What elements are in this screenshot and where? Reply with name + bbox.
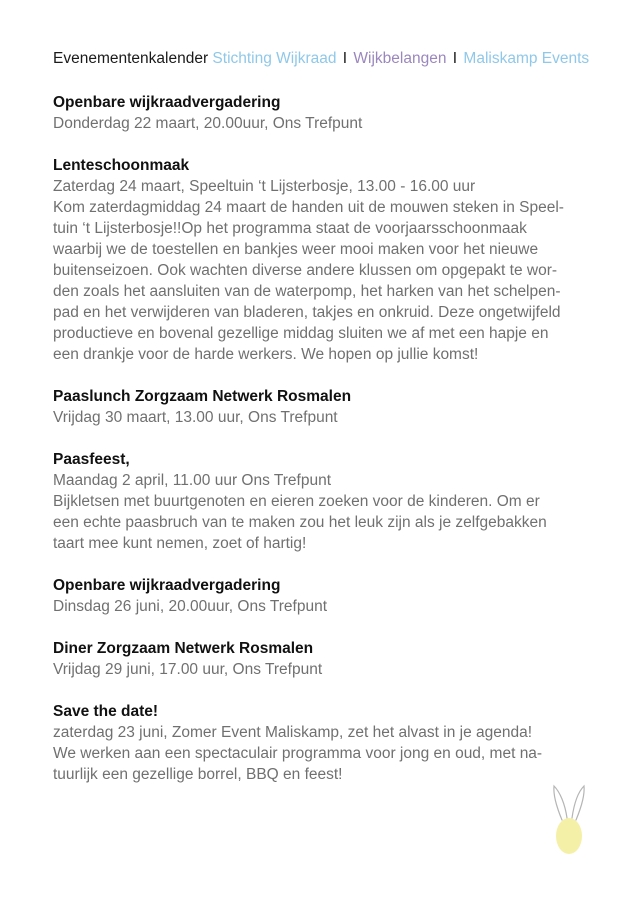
event-date-line: Vrijdag 29 juni, 17.00 uur, Ons Trefpunt	[53, 661, 323, 678]
header-title: Evenementenkalender	[53, 50, 209, 67]
event-description-line: buitenseizoen. Ook wachten diverse andere klussen om opgepakt te wor-	[53, 262, 558, 279]
event-date-line: Dinsdag 26 juni, 20.00uur, Ons Trefpunt	[53, 598, 328, 615]
calendar-header	[53, 48, 598, 70]
header-org-maliskamp-events: Maliskamp Events	[463, 50, 590, 67]
event-description-line: pad en het verwijderen van bladeren, takjes en onkruid. Deze ongetwijfeld	[53, 304, 561, 321]
event-description-line: productieve en bovenal gezellige middag sluiten we af met een hapje en	[53, 325, 549, 342]
event-date-line: Maandag 2 april, 11.00 uur Ons Trefpunt	[53, 472, 332, 489]
event-title: Diner Zorgzaam Netwerk Rosmalen	[53, 640, 314, 657]
header-org-wijkraad: Stichting Wijkraad	[212, 50, 337, 67]
event-description-line: een drankje voor de harde werkers. We hopen op jullie komst!	[53, 346, 479, 363]
header-separator: I	[452, 50, 458, 67]
header-org-wijkbelangen: Wijkbelangen	[353, 50, 447, 67]
event-description-line: We werken aan een spectaculair programma voor jong en oud, met na-	[53, 745, 543, 762]
event-date-line: zaterdag 23 juni, Zomer Event Maliskamp, zet het alvast in je agenda!	[53, 724, 533, 741]
event-title: Openbare wijkraadvergadering	[53, 577, 281, 594]
easter-bunny-egg-icon	[548, 780, 590, 856]
event-date-line: Zaterdag 24 maart, Speeltuin ‘t Lijsterbosje, 13.00 - 16.00 uur	[53, 178, 476, 195]
event-title: Save the date!	[53, 703, 159, 720]
event-item	[53, 701, 598, 785]
event-description-line: een echte paasbruch van te maken zou het leuk zijn als je zelfgebakken	[53, 514, 547, 531]
event-date-line: Vrijdag 30 maart, 13.00 uur, Ons Trefpunt	[53, 409, 338, 426]
event-item	[53, 449, 598, 554]
event-description-line: Bijkletsen met buurtgenoten en eieren zoeken voor de kinderen. Om er	[53, 493, 540, 510]
event-date-line: Donderdag 22 maart, 20.00uur, Ons Trefpunt	[53, 115, 363, 132]
header-separator: I	[342, 50, 348, 67]
event-title: Openbare wijkraadvergadering	[53, 94, 281, 111]
event-title: Paasfeest,	[53, 451, 130, 468]
easter-egg	[556, 818, 582, 854]
event-item	[53, 575, 598, 617]
event-title: Lenteschoonmaak	[53, 157, 190, 174]
bunny-left-ear	[554, 786, 567, 820]
event-description-line: waarbij we de toestellen en bankjes weer mooi maken voor het nieuwe	[53, 241, 539, 258]
event-calendar-page	[53, 48, 598, 806]
event-title: Paaslunch Zorgzaam Netwerk Rosmalen	[53, 388, 352, 405]
event-item	[53, 638, 598, 680]
event-description-line: tuin ‘t Lijsterbosje!!Op het programma staat de voorjaarsschoonmaak	[53, 220, 527, 237]
event-item	[53, 155, 598, 365]
event-item	[53, 386, 598, 428]
event-description-line: tuurlijk een gezellige borrel, BBQ en feest!	[53, 766, 343, 783]
event-description-line: taart mee kunt nemen, zoet of hartig!	[53, 535, 307, 552]
event-list	[53, 92, 598, 785]
event-description-line: den zoals het aansluiten van de waterpomp, het harken van het schelpen-	[53, 283, 561, 300]
event-description-line: Kom zaterdagmiddag 24 maart de handen uit de mouwen steken in Speel-	[53, 199, 564, 216]
bunny-right-ear	[572, 786, 584, 820]
event-item	[53, 92, 598, 134]
